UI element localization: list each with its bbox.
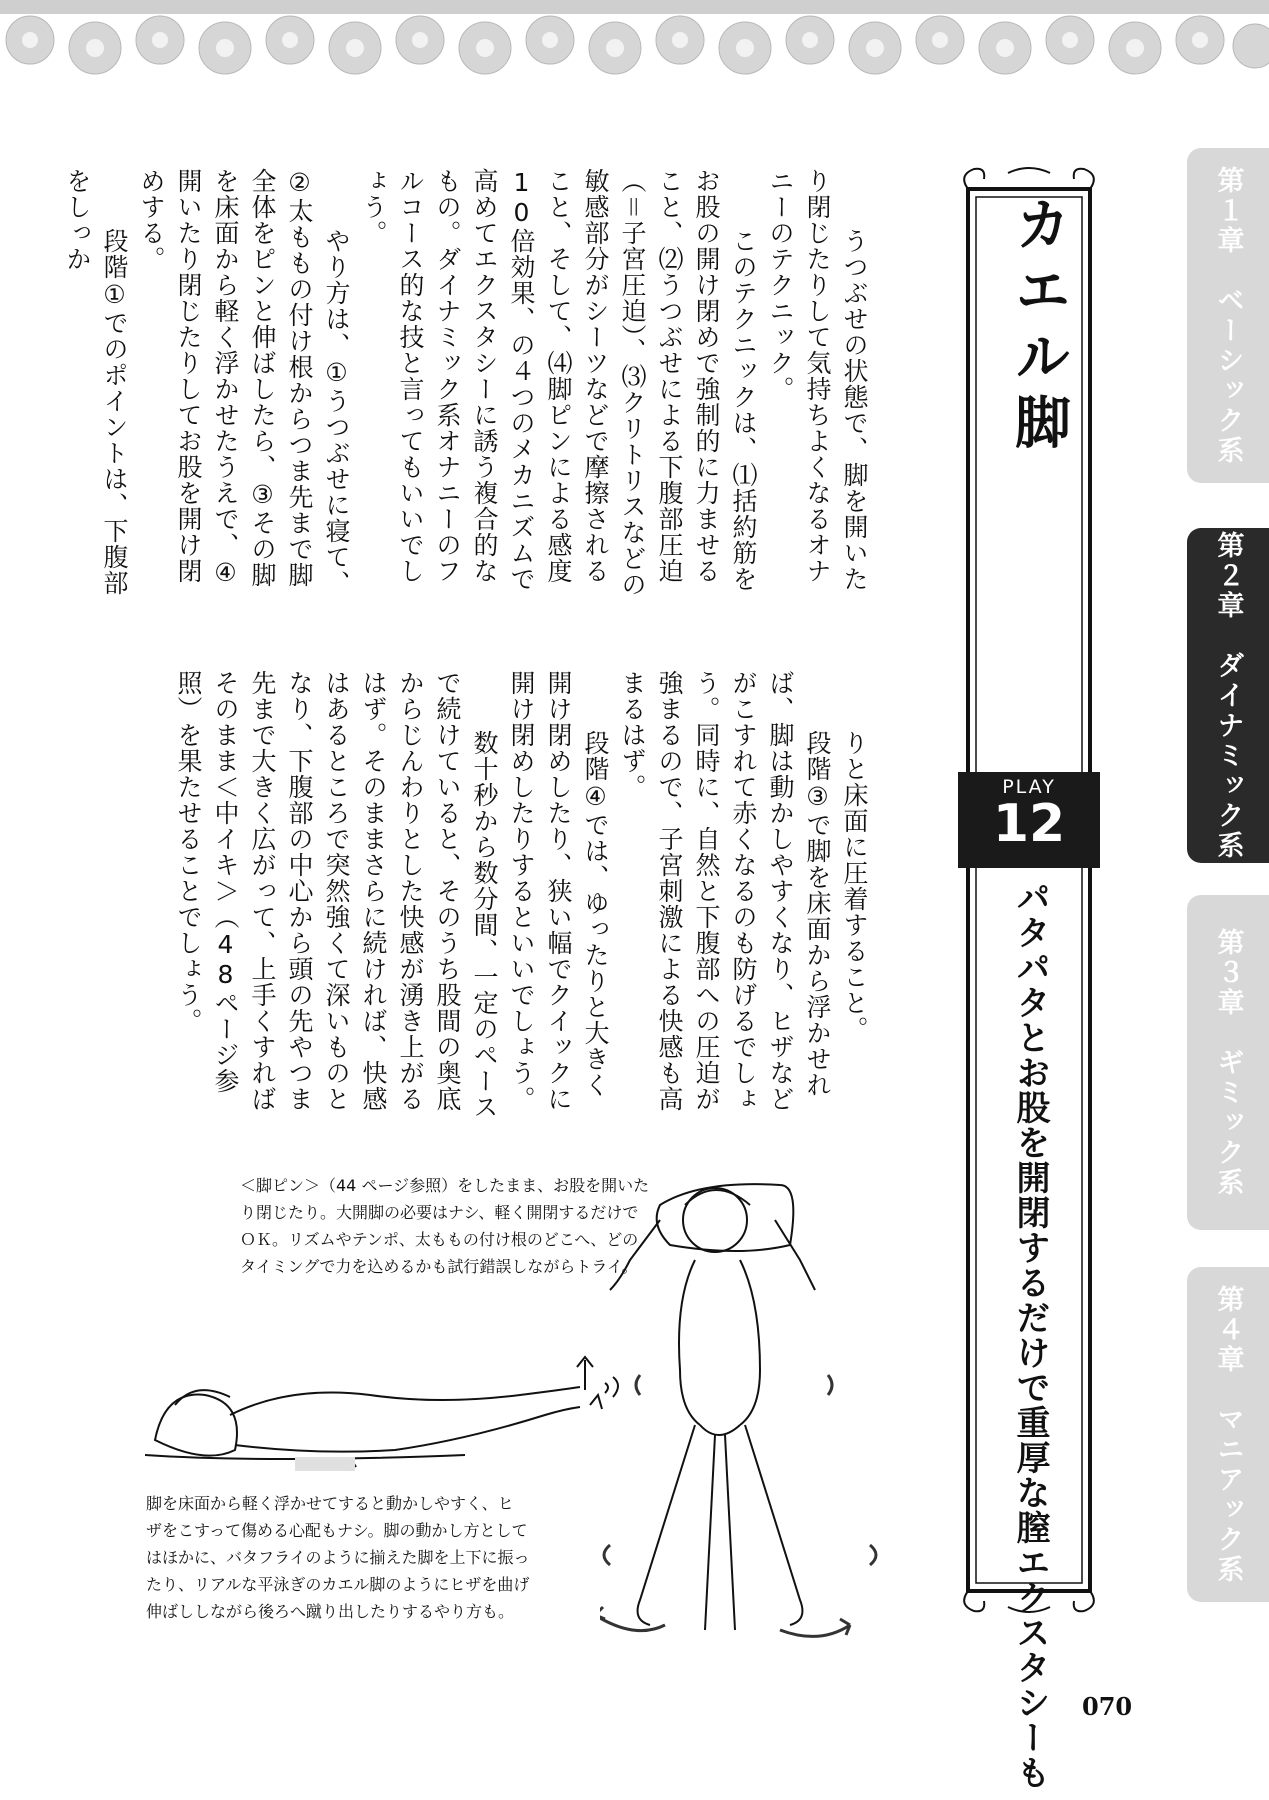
page-title: カエル脚 [1006, 195, 1071, 459]
caption-line: ＯＫ。リズムやテンポ、太ももの付け根のどこへ、どの [240, 1230, 639, 1249]
body-paragraph: 段階③で脚を床面から浮かせれば、脚は動かしやすくなり、ヒザなどがこすれて赤くなるのも防げるでしょう。同時に、自然と下腹部への圧迫が強まるので、子宮刺激による快感も高まるはず。 [618, 670, 832, 1112]
chapter-tab-label: 第１章 ベーシック系 [1212, 165, 1244, 466]
play-label: PLAY [1002, 776, 1056, 798]
caption-line: 伸ばししながら後ろへ蹴り出したりするやり方も。 [146, 1602, 515, 1621]
body-paragraph: 数十秒から数分間、一定のペースで続けていると、そのうち股間の奥底からじんわりとした快感が湧き上がるはず。そのままさらに続ければ、快感はあるところで突然強くて深いものとなり、下腹部の中心から頭の先やつま先まで大きく広がって、上手くすればそのまま＜中イキ＞（48ページ参照）を果たせることでしょう。 [174, 670, 499, 1120]
chapter-tab-1[interactable] [1187, 148, 1269, 483]
caption-line: 脚を床面から軽く浮かせてすると動かしやすく、ヒ [146, 1494, 514, 1513]
body-upper [63, 168, 910, 608]
caption-bottom [146, 1490, 586, 1625]
chapter-tab-label: 第２章 ダイナミック系 [1212, 530, 1244, 861]
body-paragraph: 段階④では、ゆったりと大きく開け閉めしたり、狭い幅でクイックに開け閉めしたりするといいでしょう。 [507, 670, 610, 1112]
body-paragraph: やり方は、①うつぶせに寝て、②太ももの付け根からつま先まで脚全体をピンと伸ばしたら、③その脚を床面から軽く浮かせたうえで、④開いたり閉じたりしてお股を開け閉めする。 [137, 168, 351, 596]
play-badge [958, 772, 1100, 868]
chapter-tab-2[interactable] [1187, 528, 1269, 863]
caption-line: ＜脚ピン＞（44 ページ参照）をしたまま、お股を開いた [240, 1176, 650, 1195]
body-paragraph: りと床面に圧着すること。 [840, 730, 869, 1042]
chapter-tab-3[interactable] [1187, 895, 1269, 1230]
caption-line: たり、リアルな平泳ぎのカエル脚のようにヒザを曲げ [146, 1575, 530, 1594]
chapter-tab-4[interactable] [1187, 1267, 1269, 1602]
body-paragraph: うつぶせの状態で、脚を開いたり閉じたりして気持ちよくなるオナニーのテクニック。 [766, 168, 869, 592]
caption-line: タイミングで力を込めるかも試行錯誤しながらトライ。 [240, 1257, 638, 1276]
play-number: 12 [992, 794, 1066, 854]
caption-line: はほかに、バタフライのように揃えた脚を上下に振っ [146, 1548, 530, 1567]
caption-line: り閉じたり。大開脚の必要はナシ、軽く開閉するだけで [240, 1203, 639, 1222]
illustration-side-view [145, 1345, 635, 1485]
page-number: 070 [1082, 1692, 1133, 1721]
body-paragraph: このテクニックは、⑴括約筋をお股の開け閉めで強制的に力ませること、⑵うつぶせによる下腹部圧迫（＝子宮圧迫）、⑶クリトリスなどの敏感部分がシーツなどで摩擦されること、そして、⑷脚ピンによる感度10倍効果、の４つのメカニズムで高めてエクスタシーに誘う複合的なもの。ダイナミック系オナニーのフルコース的な技と言ってもいいでしょう。 [359, 168, 758, 598]
page-subtitle: パタパタとお股を開閉するだけで重厚な膣エクスタシーも [1010, 880, 1050, 1790]
chapter-tab-label: 第４章 マニアック系 [1212, 1284, 1244, 1585]
lace-border [0, 0, 1269, 80]
body-paragraph: 段階①でのポイントは、下腹部をしっか [63, 168, 129, 596]
body-lower [174, 670, 910, 1120]
chapter-tab-label: 第３章 ギミック系 [1212, 927, 1244, 1198]
caption-line: ザをこすって傷める心配もナシ。脚の動かし方として [146, 1521, 528, 1540]
illustration-top-view [600, 1165, 930, 1640]
